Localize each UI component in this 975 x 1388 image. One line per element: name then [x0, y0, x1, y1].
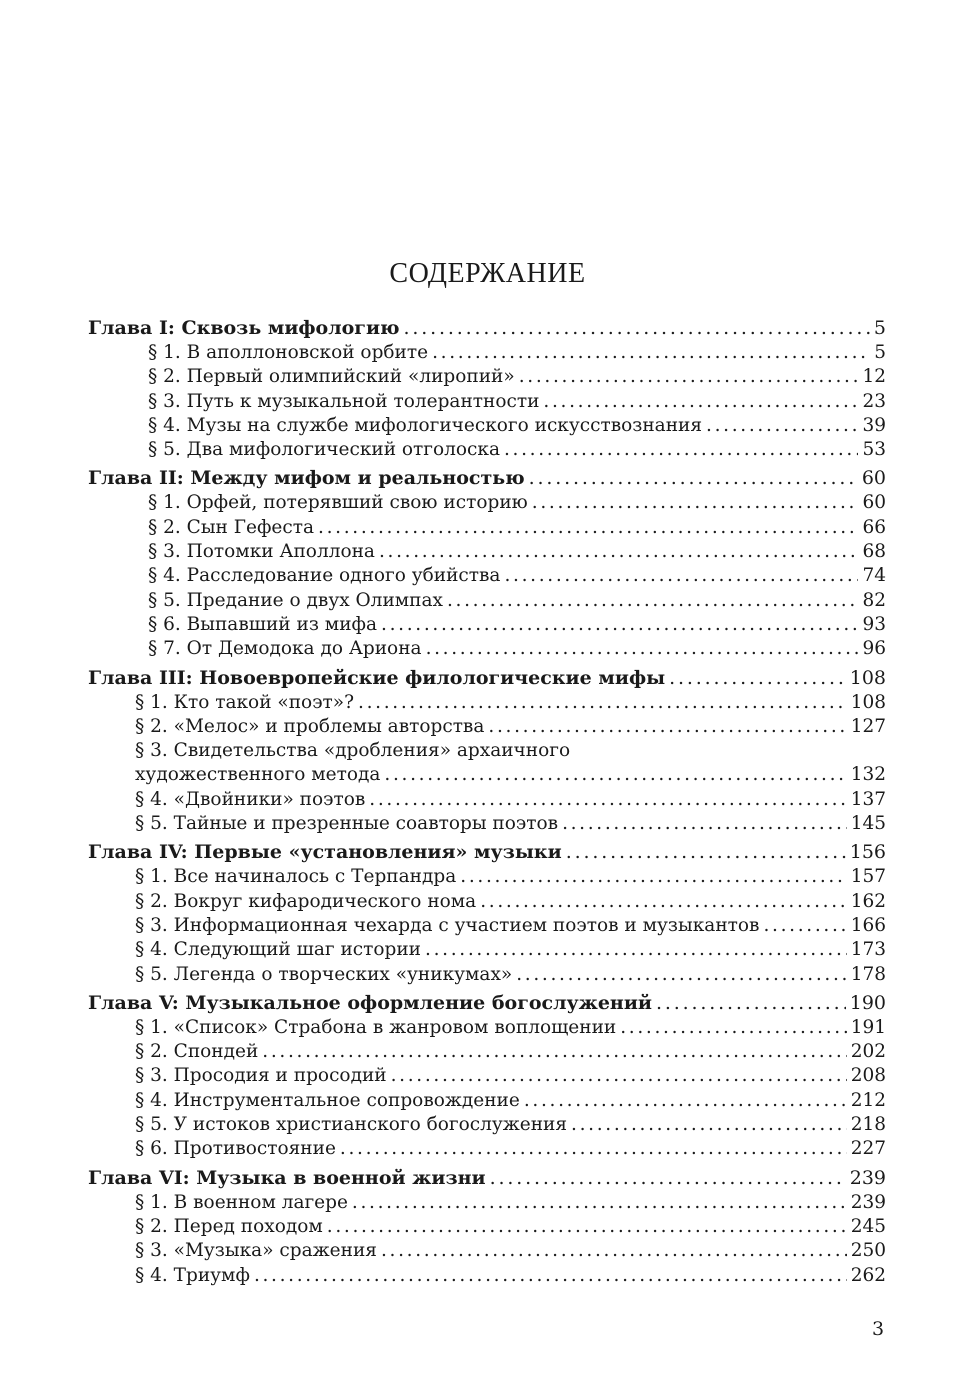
- section-page: 53: [862, 439, 886, 461]
- section-title: § 3. Путь к музыкальной толерантности: [148, 390, 540, 412]
- toc-section-entry: [88, 739, 886, 763]
- toc-section-list: [88, 1191, 886, 1288]
- toc-section-entry: [88, 414, 886, 438]
- section-title: § 1. В аполлоновской орбите: [148, 342, 429, 363]
- dot-leader: [447, 589, 859, 613]
- section-page: 39: [862, 414, 886, 436]
- table-of-contents: [88, 316, 886, 1292]
- toc-chapter: [88, 991, 886, 1162]
- section-title: § 1. Все начиналось с Терпандра: [135, 866, 457, 888]
- dot-leader: [327, 1215, 847, 1239]
- section-page: 250: [850, 1240, 886, 1262]
- dot-leader: [318, 516, 858, 540]
- toc-section-entry: [88, 1040, 886, 1064]
- chapter-page: 156: [849, 841, 886, 864]
- toc-section-entry: [88, 938, 886, 962]
- section-title: § 1. В военном лагере: [135, 1191, 348, 1213]
- dot-leader: [480, 890, 846, 914]
- dot-leader: [488, 715, 846, 739]
- dot-leader: [571, 1113, 847, 1137]
- chapter-title: Глава V: Музыкальное оформление богослужений: [88, 991, 652, 1014]
- section-page: 212: [850, 1089, 886, 1111]
- dot-leader: [656, 991, 846, 1016]
- dot-leader: [519, 365, 859, 389]
- section-page: 12: [862, 366, 886, 388]
- dot-leader: [254, 1264, 847, 1288]
- section-page: 162: [850, 890, 886, 912]
- section-title: § 3. Свидетельства «дробления» архаичного: [135, 740, 571, 762]
- section-page: 127: [850, 715, 886, 737]
- section-page: 66: [862, 516, 886, 538]
- toc-section-entry: [88, 516, 886, 540]
- section-page: 132: [850, 764, 886, 786]
- toc-section-entry: [88, 637, 886, 661]
- dot-leader: [706, 414, 858, 438]
- dot-leader: [504, 564, 858, 588]
- section-page: 239: [850, 1191, 886, 1213]
- section-page: 5: [874, 342, 886, 363]
- dot-leader: [562, 812, 847, 836]
- section-title: § 6. Выпавший из мифа: [148, 613, 378, 635]
- dot-leader: [425, 938, 847, 962]
- section-title: § 2. Перед походом: [135, 1215, 323, 1237]
- dot-leader: [516, 963, 846, 987]
- dot-leader: [529, 466, 858, 491]
- toc-section-entry: [88, 1016, 886, 1040]
- toc-section-entry: [88, 1113, 886, 1137]
- section-page: 145: [850, 813, 886, 835]
- chapter-title: Глава I: Сквозь мифологию: [88, 317, 400, 339]
- chapter-page: 60: [861, 467, 886, 490]
- dot-leader: [352, 1191, 847, 1215]
- dot-leader: [381, 613, 858, 637]
- section-page: 178: [850, 963, 886, 985]
- dot-leader: [379, 540, 859, 564]
- section-page: 191: [850, 1016, 886, 1038]
- section-page: 262: [850, 1264, 886, 1286]
- chapter-title: Глава IV: Первые «установления» музыки: [88, 841, 562, 864]
- section-title: § 4. Музы на службе мифологического искусствознания: [148, 414, 703, 436]
- toc-section-entry: [88, 390, 886, 414]
- toc-chapter: [88, 1166, 886, 1288]
- section-page: 227: [850, 1138, 886, 1160]
- chapter-page: 108: [849, 666, 886, 689]
- dot-leader: [620, 1016, 846, 1040]
- toc-section-entry: [88, 812, 886, 836]
- toc-section-entry: [88, 1239, 886, 1263]
- toc-section-entry: [88, 914, 886, 938]
- toc-chapter: [88, 466, 886, 661]
- chapter-page: 190: [849, 991, 886, 1014]
- section-title: § 4. Инструментальное сопровождение: [135, 1089, 520, 1111]
- toc-chapter-heading: [88, 466, 886, 491]
- page-number: 3: [872, 1318, 885, 1340]
- section-title: § 4. Расследование одного убийства: [148, 565, 501, 587]
- dot-leader: [543, 390, 858, 414]
- toc-section-entry: [88, 963, 886, 987]
- section-page: 68: [862, 541, 886, 563]
- section-title: § 4. «Двойники» поэтов: [135, 788, 366, 810]
- page-title: СОДЕРЖАНИЕ: [389, 258, 586, 289]
- section-title: § 3. Потомки Аполлона: [148, 541, 375, 563]
- toc-section-entry: [88, 865, 886, 889]
- dot-leader: [262, 1040, 846, 1064]
- toc-section-entry: [88, 491, 886, 515]
- section-page: 137: [850, 788, 886, 810]
- dot-leader: [532, 491, 859, 515]
- section-page: 23: [862, 390, 886, 412]
- toc-section-list: [88, 491, 886, 661]
- section-page: 108: [850, 691, 886, 713]
- dot-leader: [404, 316, 870, 341]
- section-page: 218: [850, 1114, 886, 1136]
- toc-section-entry-continued: [88, 763, 886, 787]
- toc-chapter-heading: [88, 991, 886, 1016]
- section-page: 208: [850, 1065, 886, 1087]
- toc-section-entry: [88, 890, 886, 914]
- section-title: § 4. Следующий шаг истории: [135, 939, 422, 961]
- section-page: 93: [862, 613, 886, 635]
- toc-section-entry: [88, 365, 886, 389]
- section-title-continued: художественного метода: [135, 764, 381, 786]
- chapter-title: Глава III: Новоевропейские филологические мифы: [88, 666, 666, 689]
- toc-section-entry: [88, 1089, 886, 1113]
- section-title: § 6. Противостояние: [135, 1138, 336, 1160]
- section-page: 82: [862, 589, 886, 611]
- section-title: § 5. Тайные и презренные соавторы поэтов: [135, 813, 559, 835]
- toc-section-entry: [88, 1215, 886, 1239]
- section-title: § 2. Вокруг кифародического нома: [135, 890, 477, 912]
- section-title: § 2. «Мелос» и проблемы авторства: [135, 715, 485, 737]
- toc-section-list: [88, 341, 886, 462]
- dot-leader: [369, 788, 846, 812]
- section-page: 74: [862, 565, 886, 587]
- section-title: § 3. «Музыка» сражения: [135, 1240, 377, 1262]
- dot-leader: [426, 637, 859, 661]
- toc-chapter-heading: [88, 1166, 886, 1191]
- dot-leader: [504, 438, 858, 462]
- toc-section-entry: [88, 1191, 886, 1215]
- toc-section-entry: [88, 613, 886, 637]
- section-title: § 5. У истоков христианского богослужения: [135, 1114, 568, 1136]
- section-title: § 4. Триумф: [135, 1264, 250, 1286]
- section-title: § 1. «Список» Страбона в жанровом воплощении: [135, 1016, 617, 1038]
- toc-chapter-heading: [88, 666, 886, 691]
- toc-section-entry: [88, 341, 886, 365]
- section-title: § 1. Орфей, потерявший свою историю: [148, 492, 528, 514]
- section-title: § 3. Информационная чехарда с участием поэтов и музыкантов: [135, 914, 760, 936]
- chapter-title: Глава VI: Музыка в военной жизни: [88, 1166, 486, 1189]
- section-title: § 3. Просодия и просодий: [135, 1065, 387, 1087]
- dot-leader: [460, 865, 846, 889]
- toc-section-entry: [88, 691, 886, 715]
- toc-section-entry: [88, 564, 886, 588]
- section-title: § 2. Первый олимпийский «лиропий»: [148, 366, 515, 388]
- toc-chapter-heading: [88, 316, 886, 341]
- toc-section-list: [88, 1016, 886, 1162]
- toc-section-entry: [88, 589, 886, 613]
- toc-section-entry: [88, 438, 886, 462]
- toc-section-entry: [88, 1137, 886, 1161]
- dot-leader: [381, 1239, 847, 1263]
- dot-leader: [340, 1137, 847, 1161]
- toc-section-entry: [88, 1064, 886, 1088]
- section-title: § 7. От Демодока до Ариона: [148, 638, 422, 660]
- dot-leader: [490, 1166, 846, 1191]
- dot-leader: [384, 763, 846, 787]
- section-page: 202: [850, 1041, 886, 1063]
- toc-section-list: [88, 865, 886, 986]
- toc-section-entry: [88, 715, 886, 739]
- dot-leader: [763, 914, 846, 938]
- section-page: 96: [862, 638, 886, 660]
- dot-leader: [566, 840, 846, 865]
- section-page: 166: [850, 914, 886, 936]
- chapter-page: 5: [873, 317, 886, 339]
- toc-section-entry: [88, 1264, 886, 1288]
- chapter-page: 239: [849, 1166, 886, 1189]
- section-title: § 5. Легенда о творческих «уникумах»: [135, 963, 513, 985]
- toc-section-list: [88, 691, 886, 837]
- section-title: § 2. Спондей: [135, 1041, 259, 1063]
- toc-chapter: [88, 666, 886, 837]
- section-title: § 1. Кто такой «поэт»?: [135, 691, 355, 713]
- dot-leader: [524, 1089, 847, 1113]
- section-title: § 5. Предание о двух Олимпах: [148, 589, 443, 611]
- section-page: 157: [850, 866, 886, 888]
- toc-chapter-heading: [88, 840, 886, 865]
- toc-section-entry: [88, 540, 886, 564]
- dot-leader: [391, 1064, 847, 1088]
- dot-leader: [432, 341, 870, 365]
- toc-section-entry: [88, 788, 886, 812]
- section-page: 60: [862, 492, 886, 514]
- toc-chapter: [88, 316, 886, 462]
- dot-leader: [358, 691, 847, 715]
- section-page: 173: [850, 939, 886, 961]
- section-title: § 2. Сын Гефеста: [148, 516, 315, 538]
- chapter-title: Глава II: Между мифом и реальностью: [88, 467, 525, 490]
- dot-leader: [669, 666, 846, 691]
- section-page: 245: [850, 1215, 886, 1237]
- section-title: § 5. Два мифологический отголоска: [148, 439, 500, 461]
- toc-chapter: [88, 840, 886, 986]
